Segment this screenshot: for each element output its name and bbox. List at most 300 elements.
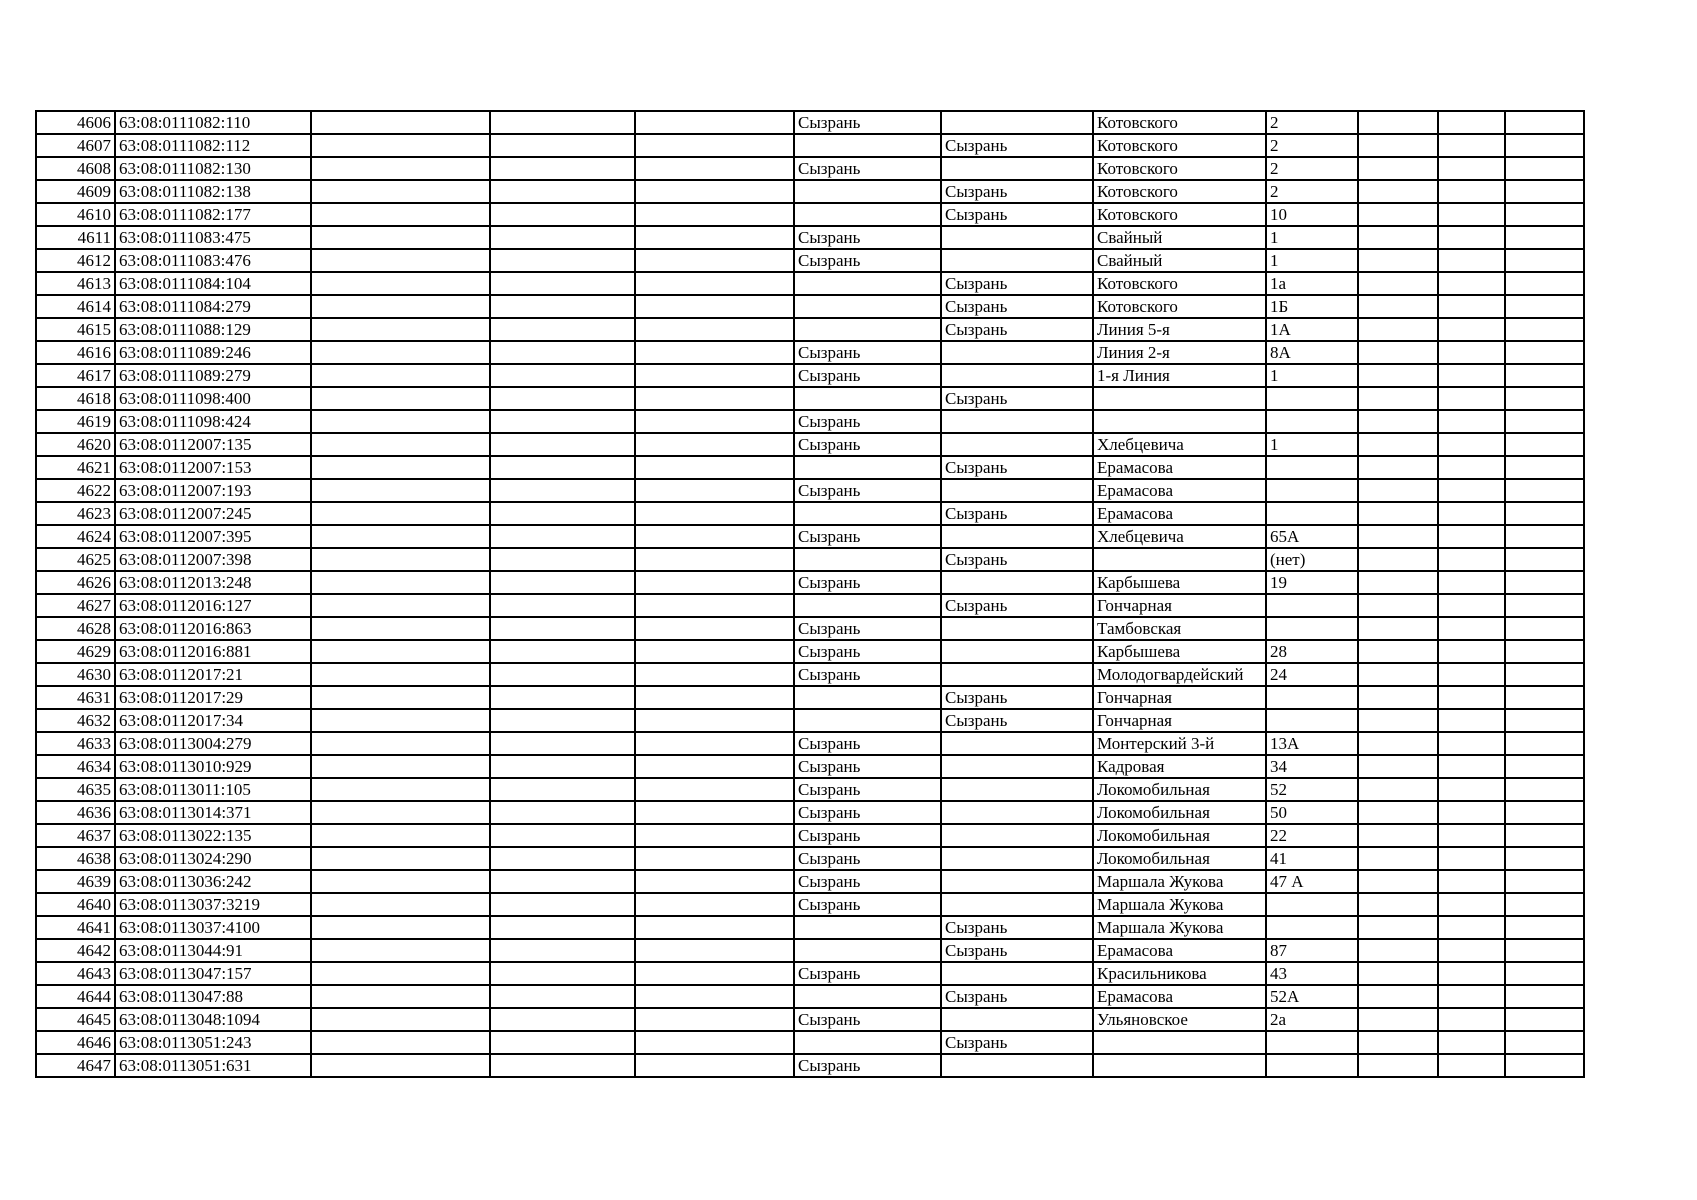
- city-a-cell: Сызрань: [794, 479, 941, 502]
- street-cell: Свайный: [1093, 249, 1266, 272]
- city-b-cell: [941, 640, 1093, 663]
- city-b-cell: Сызрань: [941, 456, 1093, 479]
- street-cell: Маршала Жукова: [1093, 916, 1266, 939]
- col-12-cell: [1505, 433, 1584, 456]
- street-cell: Локомобильная: [1093, 778, 1266, 801]
- street-cell: [1093, 387, 1266, 410]
- city-a-cell: Сызрань: [794, 111, 941, 134]
- col-4-cell: [490, 824, 635, 847]
- cadastral-number-cell: 63:08:0113011:105: [115, 778, 311, 801]
- col-5-cell: [635, 1008, 794, 1031]
- col-5-cell: [635, 134, 794, 157]
- street-cell: Котовского: [1093, 295, 1266, 318]
- col-4-cell: [490, 548, 635, 571]
- row-number-cell: 4636: [36, 801, 115, 824]
- col-11-cell: [1438, 801, 1505, 824]
- col-12-cell: [1505, 226, 1584, 249]
- col-3-cell: [311, 111, 490, 134]
- house-number-cell: 43: [1266, 962, 1358, 985]
- col-3-cell: [311, 939, 490, 962]
- col-4-cell: [490, 134, 635, 157]
- col-11-cell: [1438, 502, 1505, 525]
- col-12-cell: [1505, 847, 1584, 870]
- cadastral-number-cell: 63:08:0112007:135: [115, 433, 311, 456]
- col-10-cell: [1358, 180, 1438, 203]
- col-10-cell: [1358, 755, 1438, 778]
- col-11-cell: [1438, 226, 1505, 249]
- cadastral-number-cell: 63:08:0111089:246: [115, 341, 311, 364]
- cadastral-number-cell: 63:08:0112016:127: [115, 594, 311, 617]
- col-11-cell: [1438, 479, 1505, 502]
- cadastral-number-cell: 63:08:0112016:881: [115, 640, 311, 663]
- col-11-cell: [1438, 640, 1505, 663]
- col-11-cell: [1438, 249, 1505, 272]
- col-5-cell: [635, 525, 794, 548]
- table-row: [36, 249, 1584, 272]
- col-3-cell: [311, 985, 490, 1008]
- col-10-cell: [1358, 157, 1438, 180]
- col-12-cell: [1505, 364, 1584, 387]
- col-4-cell: [490, 778, 635, 801]
- col-4-cell: [490, 226, 635, 249]
- house-number-cell: 2а: [1266, 1008, 1358, 1031]
- street-cell: Линия 5-я: [1093, 318, 1266, 341]
- cadastral-number-cell: 63:08:0111082:130: [115, 157, 311, 180]
- col-4-cell: [490, 249, 635, 272]
- col-12-cell: [1505, 157, 1584, 180]
- row-number-cell: 4617: [36, 364, 115, 387]
- row-number-cell: 4633: [36, 732, 115, 755]
- table-row: [36, 479, 1584, 502]
- table-row: [36, 295, 1584, 318]
- col-11-cell: [1438, 295, 1505, 318]
- cadastral-number-cell: 63:08:0112007:153: [115, 456, 311, 479]
- house-number-cell: [1266, 387, 1358, 410]
- city-a-cell: [794, 456, 941, 479]
- col-5-cell: [635, 502, 794, 525]
- city-b-cell: Сызрань: [941, 502, 1093, 525]
- house-number-cell: [1266, 1054, 1358, 1077]
- city-a-cell: Сызрань: [794, 870, 941, 893]
- city-a-cell: [794, 939, 941, 962]
- street-cell: [1093, 1031, 1266, 1054]
- table-row: [36, 387, 1584, 410]
- row-number-cell: 4620: [36, 433, 115, 456]
- col-10-cell: [1358, 387, 1438, 410]
- street-cell: Локомобильная: [1093, 847, 1266, 870]
- col-10-cell: [1358, 893, 1438, 916]
- row-number-cell: 4612: [36, 249, 115, 272]
- city-a-cell: Сызрань: [794, 663, 941, 686]
- col-3-cell: [311, 295, 490, 318]
- house-number-cell: 50: [1266, 801, 1358, 824]
- city-b-cell: Сызрань: [941, 548, 1093, 571]
- city-b-cell: [941, 893, 1093, 916]
- col-12-cell: [1505, 502, 1584, 525]
- col-3-cell: [311, 226, 490, 249]
- house-number-cell: 22: [1266, 824, 1358, 847]
- cadastral-number-cell: 63:08:0111098:424: [115, 410, 311, 433]
- col-4-cell: [490, 640, 635, 663]
- house-number-cell: [1266, 594, 1358, 617]
- house-number-cell: 8А: [1266, 341, 1358, 364]
- col-5-cell: [635, 249, 794, 272]
- col-5-cell: [635, 686, 794, 709]
- city-b-cell: Сызрань: [941, 1031, 1093, 1054]
- col-4-cell: [490, 962, 635, 985]
- col-3-cell: [311, 456, 490, 479]
- col-11-cell: [1438, 916, 1505, 939]
- city-b-cell: [941, 525, 1093, 548]
- col-4-cell: [490, 847, 635, 870]
- col-5-cell: [635, 341, 794, 364]
- city-b-cell: [941, 847, 1093, 870]
- table-body: [36, 111, 1584, 1077]
- col-11-cell: [1438, 272, 1505, 295]
- col-11-cell: [1438, 686, 1505, 709]
- col-12-cell: [1505, 387, 1584, 410]
- col-11-cell: [1438, 203, 1505, 226]
- col-5-cell: [635, 962, 794, 985]
- city-b-cell: [941, 479, 1093, 502]
- city-b-cell: [941, 801, 1093, 824]
- col-5-cell: [635, 824, 794, 847]
- col-5-cell: [635, 732, 794, 755]
- col-5-cell: [635, 755, 794, 778]
- street-cell: Молодогвардейский: [1093, 663, 1266, 686]
- city-a-cell: Сызрань: [794, 226, 941, 249]
- cadastral-number-cell: 63:08:0113024:290: [115, 847, 311, 870]
- col-11-cell: [1438, 548, 1505, 571]
- house-number-cell: 1а: [1266, 272, 1358, 295]
- row-number-cell: 4622: [36, 479, 115, 502]
- col-12-cell: [1505, 870, 1584, 893]
- city-a-cell: Сызрань: [794, 410, 941, 433]
- col-5-cell: [635, 226, 794, 249]
- col-4-cell: [490, 870, 635, 893]
- col-11-cell: [1438, 364, 1505, 387]
- cadastral-number-cell: 63:08:0111082:138: [115, 180, 311, 203]
- table-row: [36, 1008, 1584, 1031]
- row-number-cell: 4606: [36, 111, 115, 134]
- row-number-cell: 4645: [36, 1008, 115, 1031]
- col-5-cell: [635, 180, 794, 203]
- city-b-cell: [941, 755, 1093, 778]
- city-a-cell: [794, 1031, 941, 1054]
- city-a-cell: Сызрань: [794, 778, 941, 801]
- city-b-cell: Сызрань: [941, 272, 1093, 295]
- house-number-cell: 24: [1266, 663, 1358, 686]
- col-12-cell: [1505, 111, 1584, 134]
- street-cell: Ульяновское: [1093, 1008, 1266, 1031]
- col-4-cell: [490, 801, 635, 824]
- cadastral-number-cell: 63:08:0113010:929: [115, 755, 311, 778]
- col-3-cell: [311, 617, 490, 640]
- city-a-cell: Сызрань: [794, 801, 941, 824]
- col-4-cell: [490, 594, 635, 617]
- city-a-cell: Сызрань: [794, 157, 941, 180]
- city-a-cell: [794, 916, 941, 939]
- row-number-cell: 4618: [36, 387, 115, 410]
- cadastral-number-cell: 63:08:0113044:91: [115, 939, 311, 962]
- col-10-cell: [1358, 1008, 1438, 1031]
- house-number-cell: 65А: [1266, 525, 1358, 548]
- city-b-cell: [941, 341, 1093, 364]
- col-11-cell: [1438, 1054, 1505, 1077]
- row-number-cell: 4631: [36, 686, 115, 709]
- street-cell: 1-я Линия: [1093, 364, 1266, 387]
- col-10-cell: [1358, 548, 1438, 571]
- col-4-cell: [490, 272, 635, 295]
- table-row: [36, 433, 1584, 456]
- house-number-cell: [1266, 410, 1358, 433]
- col-12-cell: [1505, 203, 1584, 226]
- city-b-cell: Сызрань: [941, 318, 1093, 341]
- table-row: [36, 594, 1584, 617]
- col-12-cell: [1505, 1031, 1584, 1054]
- col-4-cell: [490, 755, 635, 778]
- city-a-cell: Сызрань: [794, 640, 941, 663]
- col-3-cell: [311, 663, 490, 686]
- city-a-cell: [794, 594, 941, 617]
- house-number-cell: [1266, 686, 1358, 709]
- col-5-cell: [635, 548, 794, 571]
- col-3-cell: [311, 318, 490, 341]
- street-cell: Котовского: [1093, 272, 1266, 295]
- col-5-cell: [635, 479, 794, 502]
- street-cell: Линия 2-я: [1093, 341, 1266, 364]
- col-4-cell: [490, 939, 635, 962]
- col-4-cell: [490, 686, 635, 709]
- col-4-cell: [490, 893, 635, 916]
- col-11-cell: [1438, 111, 1505, 134]
- street-cell: Тамбовская: [1093, 617, 1266, 640]
- col-11-cell: [1438, 525, 1505, 548]
- col-3-cell: [311, 709, 490, 732]
- city-b-cell: Сызрань: [941, 134, 1093, 157]
- col-3-cell: [311, 157, 490, 180]
- col-3-cell: [311, 134, 490, 157]
- street-cell: [1093, 410, 1266, 433]
- city-a-cell: [794, 318, 941, 341]
- city-a-cell: [794, 502, 941, 525]
- col-5-cell: [635, 111, 794, 134]
- table-row: [36, 870, 1584, 893]
- table-row: [36, 318, 1584, 341]
- table-row: [36, 755, 1584, 778]
- col-10-cell: [1358, 824, 1438, 847]
- col-5-cell: [635, 916, 794, 939]
- city-b-cell: [941, 410, 1093, 433]
- col-12-cell: [1505, 295, 1584, 318]
- col-10-cell: [1358, 686, 1438, 709]
- city-b-cell: [941, 433, 1093, 456]
- col-3-cell: [311, 755, 490, 778]
- col-12-cell: [1505, 479, 1584, 502]
- col-5-cell: [635, 387, 794, 410]
- col-3-cell: [311, 893, 490, 916]
- table-row: [36, 847, 1584, 870]
- city-a-cell: [794, 203, 941, 226]
- col-5-cell: [635, 157, 794, 180]
- city-b-cell: Сызрань: [941, 709, 1093, 732]
- street-cell: Локомобильная: [1093, 824, 1266, 847]
- col-3-cell: [311, 433, 490, 456]
- row-number-cell: 4615: [36, 318, 115, 341]
- col-4-cell: [490, 525, 635, 548]
- col-12-cell: [1505, 594, 1584, 617]
- col-11-cell: [1438, 617, 1505, 640]
- row-number-cell: 4628: [36, 617, 115, 640]
- col-10-cell: [1358, 456, 1438, 479]
- city-a-cell: Сызрань: [794, 571, 941, 594]
- street-cell: Монтерский 3-й: [1093, 732, 1266, 755]
- col-3-cell: [311, 1008, 490, 1031]
- row-number-cell: 4627: [36, 594, 115, 617]
- col-10-cell: [1358, 778, 1438, 801]
- city-b-cell: [941, 778, 1093, 801]
- cadastral-table: [35, 110, 1585, 1078]
- col-12-cell: [1505, 709, 1584, 732]
- city-a-cell: Сызрань: [794, 1054, 941, 1077]
- col-11-cell: [1438, 985, 1505, 1008]
- street-cell: Ерамасова: [1093, 456, 1266, 479]
- house-number-cell: 1: [1266, 433, 1358, 456]
- city-a-cell: [794, 548, 941, 571]
- table-row: [36, 663, 1584, 686]
- street-cell: Котовского: [1093, 157, 1266, 180]
- col-3-cell: [311, 249, 490, 272]
- street-cell: Ерамасова: [1093, 502, 1266, 525]
- city-a-cell: Сызрань: [794, 847, 941, 870]
- col-3-cell: [311, 571, 490, 594]
- house-number-cell: 1: [1266, 226, 1358, 249]
- col-11-cell: [1438, 134, 1505, 157]
- house-number-cell: 41: [1266, 847, 1358, 870]
- table-row: [36, 893, 1584, 916]
- cadastral-number-cell: 63:08:0112007:193: [115, 479, 311, 502]
- col-4-cell: [490, 318, 635, 341]
- city-b-cell: [941, 824, 1093, 847]
- col-10-cell: [1358, 571, 1438, 594]
- col-12-cell: [1505, 249, 1584, 272]
- col-4-cell: [490, 617, 635, 640]
- city-b-cell: [941, 571, 1093, 594]
- house-number-cell: 13А: [1266, 732, 1358, 755]
- table-row: [36, 180, 1584, 203]
- city-b-cell: [941, 364, 1093, 387]
- street-cell: Карбышева: [1093, 571, 1266, 594]
- col-10-cell: [1358, 364, 1438, 387]
- table-row: [36, 778, 1584, 801]
- col-11-cell: [1438, 663, 1505, 686]
- row-number-cell: 4614: [36, 295, 115, 318]
- cadastral-number-cell: 63:08:0113051:243: [115, 1031, 311, 1054]
- cadastral-number-cell: 63:08:0113014:371: [115, 801, 311, 824]
- col-3-cell: [311, 962, 490, 985]
- col-5-cell: [635, 364, 794, 387]
- col-5-cell: [635, 939, 794, 962]
- city-a-cell: [794, 387, 941, 410]
- city-b-cell: Сызрань: [941, 594, 1093, 617]
- table-row: [36, 157, 1584, 180]
- row-number-cell: 4611: [36, 226, 115, 249]
- col-3-cell: [311, 1054, 490, 1077]
- city-b-cell: [941, 732, 1093, 755]
- col-5-cell: [635, 1054, 794, 1077]
- row-number-cell: 4625: [36, 548, 115, 571]
- col-4-cell: [490, 479, 635, 502]
- cadastral-number-cell: 63:08:0113037:3219: [115, 893, 311, 916]
- cadastral-number-cell: 63:08:0111084:279: [115, 295, 311, 318]
- col-10-cell: [1358, 801, 1438, 824]
- col-12-cell: [1505, 755, 1584, 778]
- col-11-cell: [1438, 341, 1505, 364]
- col-4-cell: [490, 111, 635, 134]
- house-number-cell: 28: [1266, 640, 1358, 663]
- table-row: [36, 272, 1584, 295]
- col-5-cell: [635, 985, 794, 1008]
- street-cell: Свайный: [1093, 226, 1266, 249]
- col-4-cell: [490, 571, 635, 594]
- table-row: [36, 801, 1584, 824]
- house-number-cell: [1266, 916, 1358, 939]
- col-10-cell: [1358, 134, 1438, 157]
- col-3-cell: [311, 916, 490, 939]
- col-3-cell: [311, 548, 490, 571]
- row-number-cell: 4626: [36, 571, 115, 594]
- house-number-cell: [1266, 479, 1358, 502]
- col-12-cell: [1505, 893, 1584, 916]
- cadastral-number-cell: 63:08:0113036:242: [115, 870, 311, 893]
- col-4-cell: [490, 1031, 635, 1054]
- house-number-cell: 1: [1266, 364, 1358, 387]
- col-4-cell: [490, 732, 635, 755]
- table-row: [36, 1031, 1584, 1054]
- city-a-cell: Сызрань: [794, 341, 941, 364]
- col-3-cell: [311, 847, 490, 870]
- street-cell: Хлебцевича: [1093, 433, 1266, 456]
- row-number-cell: 4629: [36, 640, 115, 663]
- col-4-cell: [490, 663, 635, 686]
- cadastral-number-cell: 63:08:0113051:631: [115, 1054, 311, 1077]
- table-row: [36, 111, 1584, 134]
- city-a-cell: [794, 709, 941, 732]
- col-4-cell: [490, 456, 635, 479]
- row-number-cell: 4642: [36, 939, 115, 962]
- table-row: [36, 709, 1584, 732]
- house-number-cell: 52А: [1266, 985, 1358, 1008]
- col-5-cell: [635, 617, 794, 640]
- col-12-cell: [1505, 134, 1584, 157]
- col-5-cell: [635, 433, 794, 456]
- col-10-cell: [1358, 479, 1438, 502]
- street-cell: Ерамасова: [1093, 939, 1266, 962]
- city-b-cell: [941, 617, 1093, 640]
- col-4-cell: [490, 985, 635, 1008]
- col-11-cell: [1438, 824, 1505, 847]
- col-12-cell: [1505, 939, 1584, 962]
- col-10-cell: [1358, 640, 1438, 663]
- street-cell: Маршала Жукова: [1093, 893, 1266, 916]
- col-4-cell: [490, 410, 635, 433]
- col-11-cell: [1438, 939, 1505, 962]
- city-b-cell: Сызрань: [941, 203, 1093, 226]
- city-a-cell: Сызрань: [794, 249, 941, 272]
- city-b-cell: [941, 111, 1093, 134]
- col-12-cell: [1505, 571, 1584, 594]
- cadastral-number-cell: 63:08:0111083:476: [115, 249, 311, 272]
